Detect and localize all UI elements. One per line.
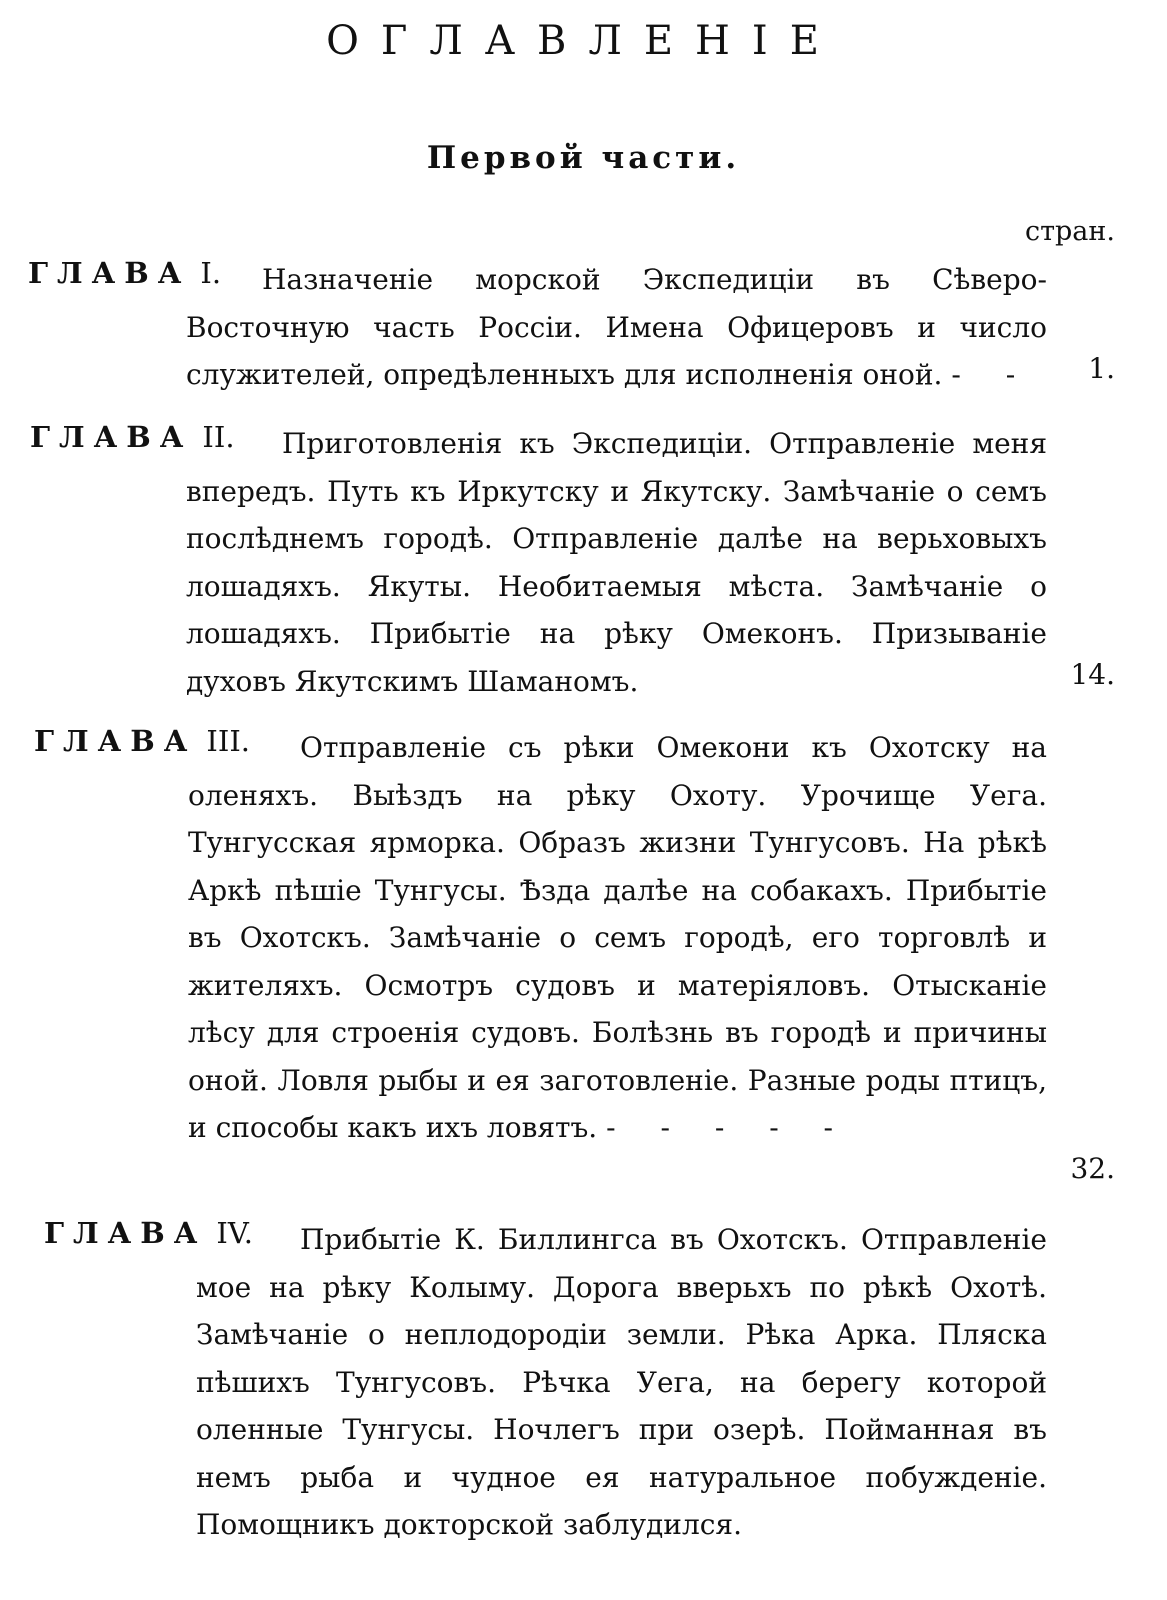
chapter-label: ГЛАВА <box>28 256 191 290</box>
chapter-summary <box>196 1216 1047 1549</box>
chapter-summary <box>186 256 1047 399</box>
chapter-summary-text: Прибытіе К. Биллингса въ Охотскъ. Отправленіе мое на рѣку Колыму. Дорога вверьхъ по рѣкѣ Охотѣ. Замѣчаніе о неплодородіи земли. Рѣка Арка. Пляска пѣшихъ Тунгусовъ. Рѣчка Уега, на берегу которой оленные Тунгусы. Ночлегъ при озерѣ. Пойманная въ немъ рыба и чудное ея натуральное побужденіе. Помощникъ докторской заблудился. <box>196 1223 1047 1541</box>
chapter-page-number: 32. <box>1070 1152 1115 1185</box>
chapter-summary-text: Назначеніе морской Экспедиціи въ Сѣверо-Восточную часть Россіи. Имена Офицеровъ и число служителей, опредѣленныхъ для исполненія оной. <box>186 263 1047 391</box>
chapter-label: ГЛАВА <box>44 1216 207 1250</box>
chapter-numeral: IV. <box>216 1216 253 1250</box>
chapter-summary-text: Отправленіе съ рѣки Омекони къ Охотску на оленяхъ. Выѣздъ на рѣку Охоту. Урочище Уега. Тунгусская ярморка. Образъ жизни Тунгусовъ. На рѣкѣ Аркѣ пѣшіе Тунгусы. Ѣзда далѣе на собакахъ. Прибытіе въ Охотскъ. Замѣчаніе о семъ городѣ, его торговлѣ и жителяхъ. Осмотръ судовъ и матеріяловъ. Отысканіе лѣсу для строенія судовъ. Болѣзнь въ городѣ и причины оной. Ловля рыбы и ея заготовленіе. Разные роды птицъ, и способы какъ ихъ ловятъ. <box>188 731 1047 1144</box>
chapter-label: ГЛАВА <box>30 420 193 454</box>
chapter-numeral: III. <box>206 724 251 758</box>
dot-leader: - - - - - <box>606 1111 852 1144</box>
chapter-label: ГЛАВА <box>34 724 197 758</box>
page-subtitle: Первой части. <box>426 140 741 176</box>
chapter-page-number: 14. <box>1070 658 1115 691</box>
chapter-numeral: I. <box>200 256 222 290</box>
chapter-summary <box>186 420 1047 705</box>
page-title: ОГЛАВЛЕНІЕ <box>326 18 841 64</box>
page-column-label: стран. <box>1024 216 1115 247</box>
chapter-summary-text: Приготовленія къ Экспедиціи. Отправленіе меня впередъ. Путь къ Иркутску и Якутску. Замѣчаніе о семъ послѣднемъ городѣ. Отправленіе далѣе на верьховыхъ лошадяхъ. Якуты. Необитаемыя мѣста. Замѣчаніе о лошадяхъ. Прибытіе на рѣку Омеконъ. Призываніе духовъ Якутскимъ Шаманомъ. <box>186 427 1047 698</box>
chapter-numeral: II. <box>202 420 235 454</box>
chapter-summary <box>188 724 1047 1152</box>
dot-leader: - - <box>951 358 1034 391</box>
chapter-page-number: 1. <box>1088 352 1115 385</box>
